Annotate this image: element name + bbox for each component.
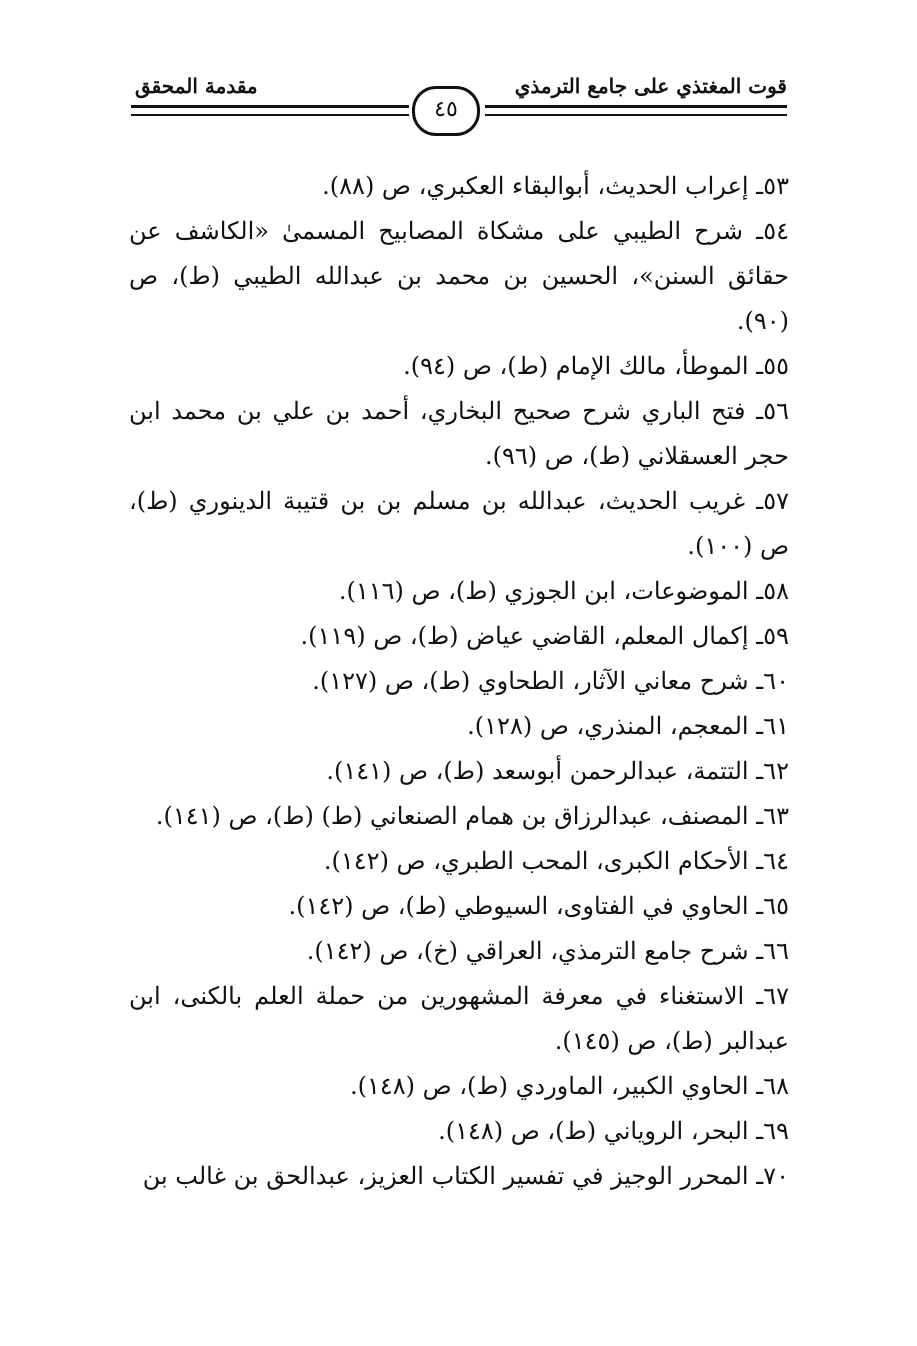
header-rule-right [485,105,787,116]
bibliography-entry-56: ٥٦ـ فتح الباري شرح صحيح البخاري، أحمد بن علي بن محمد ابن حجر العسقلاني (ط)، ص (٩٦). [129,397,789,470]
bibliography-entry-65: ٦٥ـ الحاوي في الفتاوى، السيوطي (ط)، ص (١٤٢). [288,892,789,920]
bibliography-entry-69: ٦٩ـ البحر، الروياني (ط)، ص (١٤٨). [438,1117,789,1145]
bibliography-entry-53: ٥٣ـ إعراب الحديث، أبوالبقاء العكبري، ص (٨٨). [322,172,789,200]
bibliography-entry-66: ٦٦ـ شرح جامع الترمذي، العراقي (خ)، ص (١٤٢). [306,937,789,965]
header-rule-left [131,105,409,116]
bibliography-entry-63: ٦٣ـ المصنف، عبدالرزاق بن همام الصنعاني (ط) (ط)، ص (١٤١). [155,802,789,830]
bibliography-entry-58: ٥٨ـ الموضوعات، ابن الجوزي (ط)، ص (١١٦). [338,577,789,605]
page-number: ٤٥ [412,86,480,136]
bibliography-entry-61: ٦١ـ المعجم، المنذري، ص (١٢٨). [467,712,789,740]
bibliography-entry-60: ٦٠ـ شرح معاني الآثار، الطحاوي (ط)، ص (١٢٧). [312,667,789,695]
book-title: قوت المغتذي على جامع الترمذي [514,74,787,98]
bibliography-entry-55: ٥٥ـ الموطأ، مالك الإمام (ط)، ص (٩٤). [403,352,789,380]
bibliography-entry-67: ٦٧ـ الاستغناء في معرفة المشهورين من حملة العلم بالكنى، ابن عبدالبر (ط)، ص (١٤٥). [129,982,789,1055]
bibliography-entry-68: ٦٨ـ الحاوي الكبير، الماوردي (ط)، ص (١٤٨). [350,1072,789,1100]
bibliography-entry-70: ٧٠ـ المحرر الوجيز في تفسير الكتاب العزيز، عبدالحق بن غالب بن [142,1162,789,1190]
bibliography-entry-54: ٥٤ـ شرح الطيبي على مشكاة المصابيح المسمىٰ «الكاشف عن حقائق السنن»، الحسين بن محمد بن عبدالله الطيبي (ط)، ص (٩٠). [129,217,789,335]
bibliography-entry-59: ٥٩ـ إكمال المعلم، القاضي عياض (ط)، ص (١١٩). [300,622,789,650]
bibliography-entry-57: ٥٧ـ غريب الحديث، عبدالله بن مسلم بن بن قتيبة الدينوري (ط)، ص (١٠٠). [129,487,789,560]
bibliography-entry-64: ٦٤ـ الأحكام الكبرى، المحب الطبري، ص (١٤٢). [323,847,789,875]
bibliography-entry-62: ٦٢ـ التتمة، عبدالرحمن أبوسعد (ط)، ص (١٤١). [326,757,789,785]
bibliography-list [129,164,789,1199]
section-title: مقدمة المحقق [135,74,258,98]
